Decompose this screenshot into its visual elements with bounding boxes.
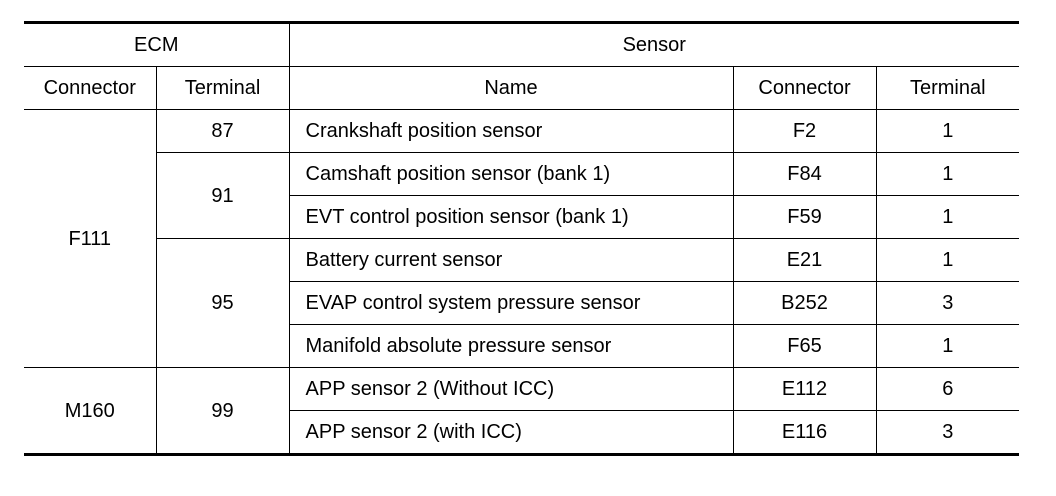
sensor-connector-cell: E116 — [733, 411, 876, 455]
sensor-name-cell: EVAP control system pressure sensor — [289, 282, 733, 325]
ecm-terminal-cell: 95 — [156, 239, 289, 368]
sensor-terminal-cell: 1 — [876, 110, 1019, 153]
header-ecm-connector: Connector — [24, 67, 156, 110]
ecm-connector-cell: F111 — [24, 110, 156, 368]
ecm-terminal-cell: 91 — [156, 153, 289, 239]
sensor-connector-cell: F2 — [733, 110, 876, 153]
header-ecm-terminal: Terminal — [156, 67, 289, 110]
ecm-terminal-cell: 99 — [156, 368, 289, 455]
ecm-sensor-terminal-table — [24, 21, 1019, 456]
header-sensor-terminal: Terminal — [876, 67, 1019, 110]
sensor-connector-cell: E112 — [733, 368, 876, 411]
ecm-terminal-cell: 87 — [156, 110, 289, 153]
sensor-connector-cell: F59 — [733, 196, 876, 239]
table-row — [24, 153, 1019, 196]
header-sensor-connector: Connector — [733, 67, 876, 110]
sensor-name-cell: APP sensor 2 (Without ICC) — [289, 368, 733, 411]
sensor-name-cell: Camshaft position sensor (bank 1) — [289, 153, 733, 196]
sensor-connector-cell: F65 — [733, 325, 876, 368]
table-row — [24, 239, 1019, 282]
header-column-row — [24, 67, 1019, 110]
sensor-connector-cell: E21 — [733, 239, 876, 282]
header-sensor-name: Name — [289, 67, 733, 110]
header-ecm: ECM — [24, 23, 289, 67]
header-group-row — [24, 23, 1019, 67]
sensor-terminal-cell: 6 — [876, 368, 1019, 411]
sensor-terminal-cell: 1 — [876, 196, 1019, 239]
sensor-terminal-cell: 1 — [876, 325, 1019, 368]
sensor-terminal-cell: 1 — [876, 153, 1019, 196]
sensor-terminal-cell: 3 — [876, 282, 1019, 325]
sensor-name-cell: EVT control position sensor (bank 1) — [289, 196, 733, 239]
table-row — [24, 368, 1019, 411]
sensor-name-cell: Crankshaft position sensor — [289, 110, 733, 153]
sensor-connector-cell: F84 — [733, 153, 876, 196]
sensor-name-cell: Manifold absolute pressure sensor — [289, 325, 733, 368]
sensor-name-cell: APP sensor 2 (with ICC) — [289, 411, 733, 455]
ecm-connector-cell: M160 — [24, 368, 156, 455]
sensor-name-cell: Battery current sensor — [289, 239, 733, 282]
table-row — [24, 110, 1019, 153]
header-sensor: Sensor — [289, 23, 1019, 67]
sensor-terminal-cell: 3 — [876, 411, 1019, 455]
sensor-terminal-cell: 1 — [876, 239, 1019, 282]
sensor-connector-cell: B252 — [733, 282, 876, 325]
